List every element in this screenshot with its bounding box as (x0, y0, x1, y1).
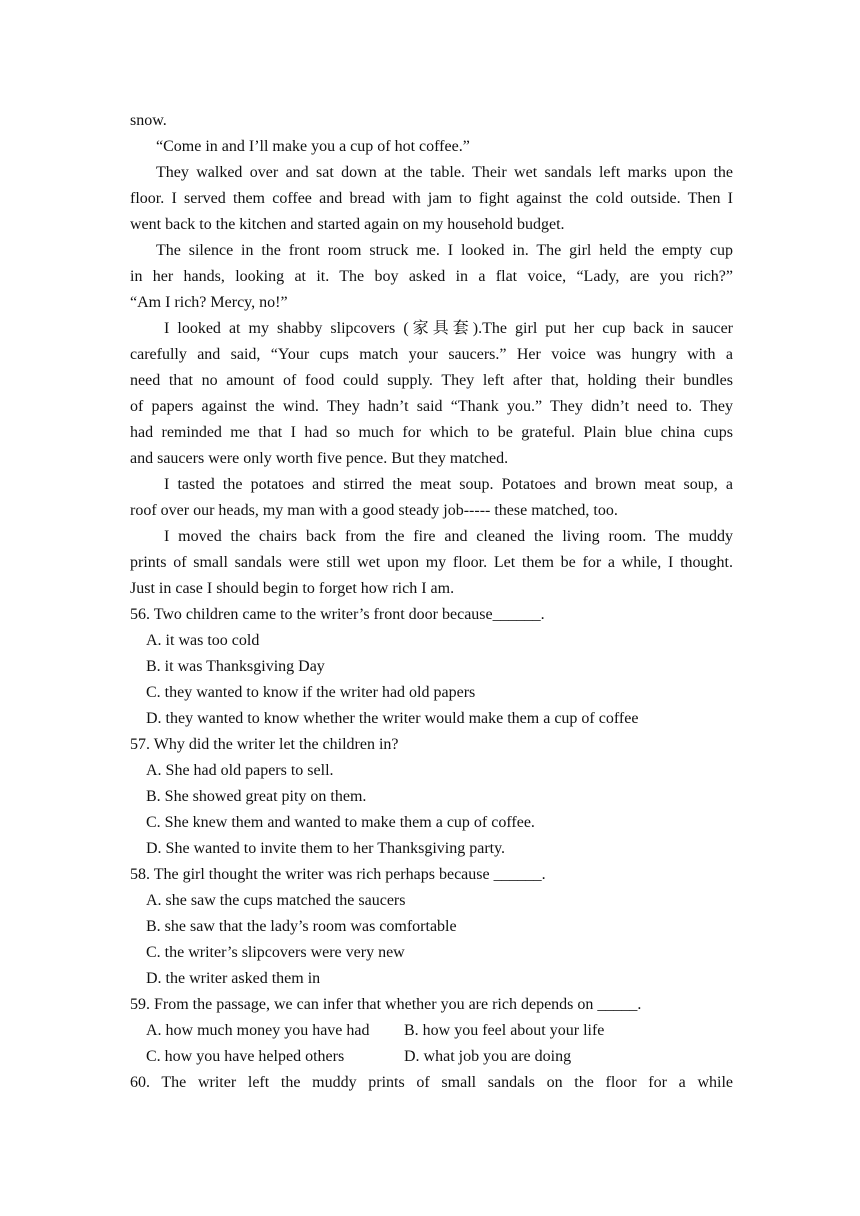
passage-line: “Come in and I’ll make you a cup of hot coffee.” (156, 138, 470, 155)
option-d: D. they wanted to know whether the writer would make them a cup of coffee (146, 710, 639, 727)
passage-line: snow. (130, 112, 167, 129)
passage-line: They walked over and sat down at the table. Their wet sandals left marks upon the (156, 164, 733, 181)
passage-line: had reminded me that I had so much for which to be grateful. Plain blue china cups (130, 424, 733, 441)
passage-line: in her hands, looking at it. The boy asked in a flat voice, “Lady, are you rich?” (130, 268, 733, 285)
option-d: D. what job you are doing (404, 1048, 572, 1065)
option-b: B. it was Thanksgiving Day (146, 658, 325, 675)
question-58 (130, 862, 733, 992)
passage-line: of papers against the wind. They hadn’t said “Thank you.” They didn’t need to. They (130, 398, 733, 415)
passage-line: Just in case I should begin to forget how rich I am. (130, 580, 455, 597)
passage-line: need that no amount of food could supply. They left after that, holding their bundles (130, 372, 733, 389)
passage-line: “Am I rich? Mercy, no!” (130, 294, 288, 311)
passage-and-questions (130, 108, 733, 1096)
passage-line: I tasted the potatoes and stirred the meat soup. Potatoes and brown meat soup, a (164, 476, 733, 493)
option-b: B. She showed great pity on them. (146, 788, 367, 805)
option-c: C. She knew them and wanted to make them a cup of coffee. (146, 814, 535, 831)
option-a: A. how much money you have had (146, 1022, 370, 1039)
option-b: B. she saw that the lady’s room was comfortable (146, 918, 457, 935)
option-a: A. She had old papers to sell. (146, 762, 334, 779)
option-c: C. how you have helped others (146, 1048, 345, 1065)
option-d: D. She wanted to invite them to her Thanksgiving party. (146, 840, 506, 857)
question-stem: 57. Why did the writer let the children in? (130, 736, 399, 753)
question-stem: 56. Two children came to the writer’s front door because______. (130, 606, 545, 623)
passage-line: floor. I served them coffee and bread with jam to fight against the cold outside. Then I (130, 190, 733, 207)
passage-line: and saucers were only worth five pence. But they matched. (130, 450, 509, 467)
passage-line: I looked at my shabby slipcovers (家具套).The girl put her cup back in saucer (164, 320, 733, 337)
question-57 (130, 732, 733, 862)
option-a: A. it was too cold (146, 632, 260, 649)
passage-line: I moved the chairs back from the fire and cleaned the living room. The muddy (164, 528, 733, 545)
passage-line: The silence in the front room struck me. I looked in. The girl held the empty cup (156, 242, 733, 259)
question-stem: 58. The girl thought the writer was rich perhaps because ______. (130, 866, 546, 883)
passage-line: went back to the kitchen and started again on my household budget. (130, 216, 565, 233)
question-59 (130, 992, 733, 1070)
question-60 (130, 1070, 733, 1096)
option-d: D. the writer asked them in (146, 970, 321, 987)
question-56 (130, 602, 733, 732)
option-row (130, 1044, 733, 1070)
question-stem: 59. From the passage, we can infer that whether you are rich depends on _____. (130, 996, 642, 1013)
question-stem: 60. The writer left the muddy prints of small sandals on the floor for a while (130, 1074, 733, 1091)
option-c: C. the writer’s slipcovers were very new (146, 944, 405, 961)
option-row (130, 1018, 733, 1044)
option-b: B. how you feel about your life (404, 1022, 605, 1039)
option-c: C. they wanted to know if the writer had old papers (146, 684, 476, 701)
passage-line: roof over our heads, my man with a good steady job----- these matched, too. (130, 502, 618, 519)
passage-line: prints of small sandals were still wet upon my floor. Let them be for a while, I thought. (130, 554, 733, 571)
passage-line: carefully and said, “Your cups match your saucers.” Her voice was hungry with a (130, 346, 733, 363)
option-a: A. she saw the cups matched the saucers (146, 892, 406, 909)
